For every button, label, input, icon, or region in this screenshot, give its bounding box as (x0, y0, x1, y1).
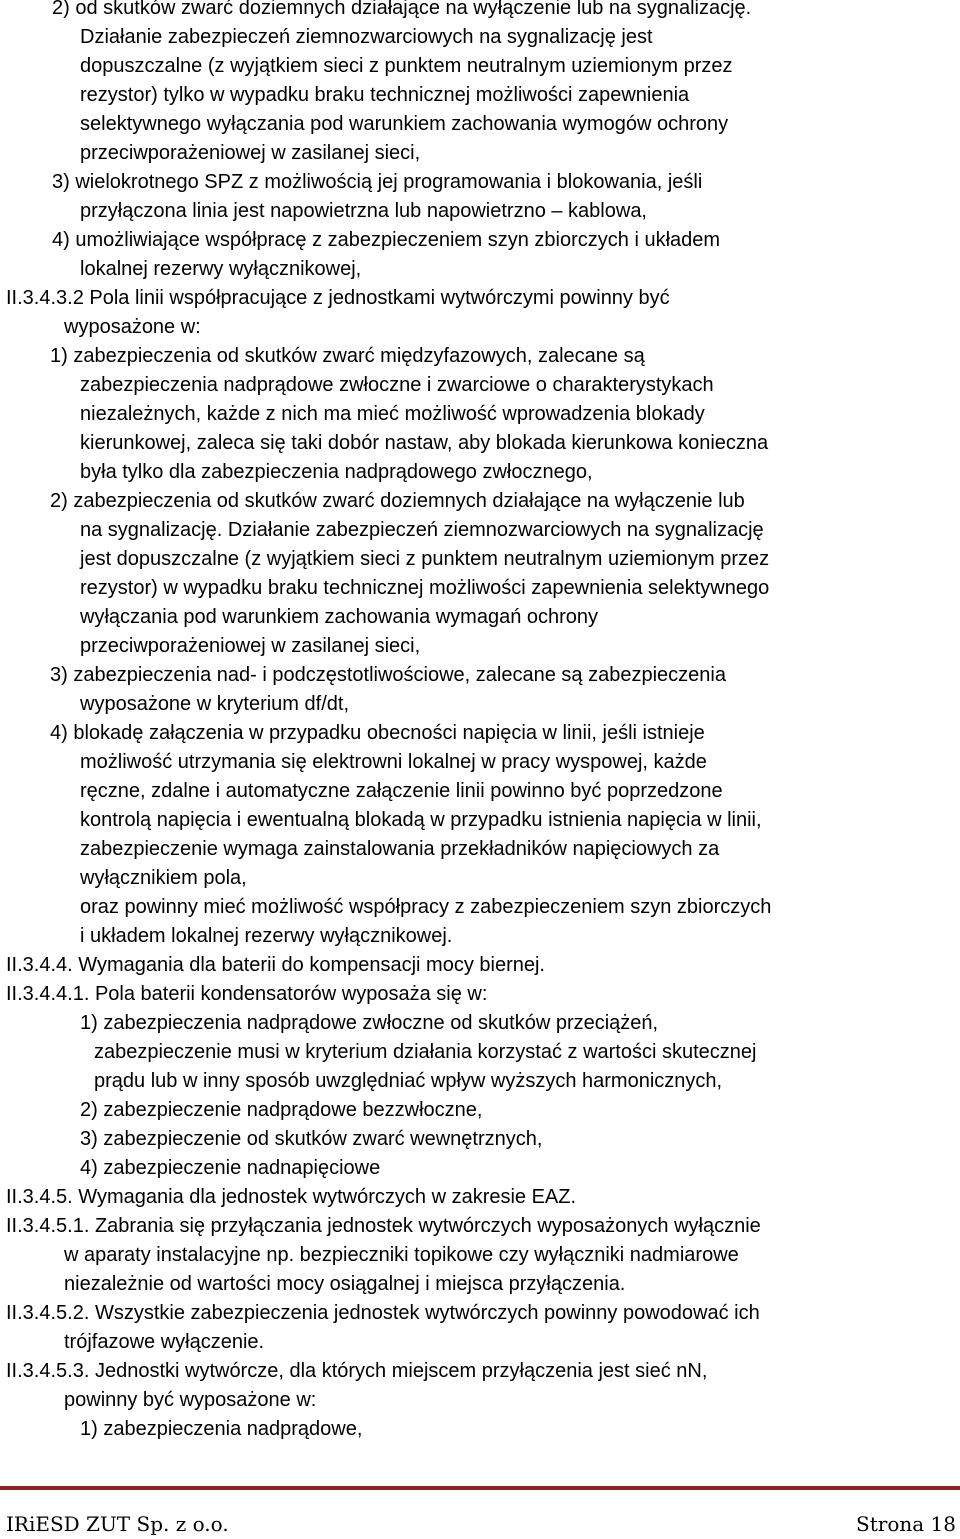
text-line: przeciwporażeniowej w zasilanej sieci, (80, 142, 421, 164)
text-line: ręczne, zdalne i automatyczne załączenie linii powinno być poprzedzone (80, 780, 723, 802)
text-line: wyłącznikiem pola, (80, 867, 247, 889)
text-line: wyłączania pod warunkiem zachowania wymagań ochrony (80, 606, 599, 628)
text-line: prądu lub w inny sposób uwzględniać wpływ wyższych harmonicznych, (94, 1070, 723, 1092)
text-line: oraz powinny mieć możliwość współpracy z zabezpieczeniem szyn zbiorczych (80, 896, 772, 918)
text-line: niezależnie od wartości mocy osiągalnej i miejsca przyłączenia. (64, 1273, 626, 1295)
footer-divider (0, 1486, 960, 1490)
text-line: selektywnego wyłączania pod warunkiem zachowania wymogów ochrony (80, 113, 729, 135)
text-line: 1) zabezpieczenia od skutków zwarć międzyfazowych, zalecane są (50, 345, 645, 367)
section-heading: II.3.4.5. Wymagania dla jednostek wytwórczych w zakresie EAZ. (6, 1186, 577, 1208)
text-line: 4) blokadę załączenia w przypadku obecności napięcia w linii, jeśli istnieje (50, 722, 705, 744)
text-line: kierunkowej, zaleca się taki dobór nastaw, aby blokada kierunkowa konieczna (80, 432, 769, 454)
text-line: i układem lokalnej rezerwy wyłącznikowej. (80, 925, 453, 947)
text-line: 1) zabezpieczenia nadprądowe zwłoczne od skutków przeciążeń, (80, 1012, 659, 1034)
text-line: przyłączona linia jest napowietrzna lub napowietrzno – kablowa, (80, 200, 647, 222)
text-line: przeciwporażeniowej w zasilanej sieci, (80, 635, 421, 657)
section-heading: II.3.4.4.1. Pola baterii kondensatorów wyposaża się w: (6, 983, 488, 1005)
text-line: kontrolą napięcia i ewentualną blokadą w przypadku istnienia napięcia w linii, (80, 809, 762, 831)
text-line: jest dopuszczalne (z wyjątkiem sieci z punktem neutralnym uziemionym przez (80, 548, 770, 570)
text-line: niezależnych, każde z nich ma mieć możliwość wprowadzenia blokady (80, 403, 705, 425)
section-heading: II.3.4.5.1. Zabrania się przyłączania jednostek wytwórczych wyposażonych wyłącznie (6, 1215, 761, 1237)
section-heading: II.3.4.3.2 Pola linii współpracujące z jednostkami wytwórczymi powinny być (6, 287, 670, 309)
text-line: wyposażone w: (64, 316, 201, 338)
text-line: dopuszczalne (z wyjątkiem sieci z punktem neutralnym uziemionym przez (80, 55, 733, 77)
text-line: lokalnej rezerwy wyłącznikowej, (80, 258, 362, 280)
text-line: w aparaty instalacyjne np. bezpieczniki topikowe czy wyłączniki nadmiarowe (64, 1244, 739, 1266)
text-line: wyposażone w kryterium df/dt, (80, 693, 349, 715)
text-line: 3) zabezpieczenie od skutków zwarć wewnętrznych, (80, 1128, 543, 1150)
text-line: 2) zabezpieczenie nadprądowe bezzwłoczne, (80, 1099, 483, 1121)
text-line: zabezpieczenie wymaga zainstalowania przekładników napięciowych za (80, 838, 720, 860)
text-line: 3) wielokrotnego SPZ z możliwością jej programowania i blokowania, jeśli (52, 171, 703, 193)
text-line: możliwość utrzymania się elektrowni lokalnej w pracy wyspowej, każde (80, 751, 707, 773)
section-heading: II.3.4.4. Wymagania dla baterii do kompensacji mocy biernej. (6, 954, 545, 976)
section-heading: II.3.4.5.3. Jednostki wytwórcze, dla których miejscem przyłączenia jest sieć nN, (6, 1360, 708, 1382)
footer-page-number: Strona 18 (856, 1512, 956, 1536)
text-line: zabezpieczenie musi w kryterium działania korzystać z wartości skutecznej (94, 1041, 757, 1063)
text-line: zabezpieczenia nadprądowe zwłoczne i zwarciowe o charakterystykach (80, 374, 714, 396)
footer-company: IRiESD ZUT Sp. z o.o. (6, 1512, 229, 1536)
text-line: 4) zabezpieczenie nadnapięciowe (80, 1157, 381, 1179)
text-line: trójfazowe wyłączenie. (64, 1331, 265, 1353)
text-line: 1) zabezpieczenia nadprądowe, (80, 1418, 363, 1440)
text-line: 2) od skutków zwarć doziemnych działające na wyłączenie lub na sygnalizację. (52, 0, 752, 19)
text-line: 2) zabezpieczenia od skutków zwarć doziemnych działające na wyłączenie lub (50, 490, 745, 512)
text-line: 3) zabezpieczenia nad- i podczęstotliwościowe, zalecane są zabezpieczenia (50, 664, 726, 686)
text-line: była tylko dla zabezpieczenia nadprądowego zwłocznego, (80, 461, 593, 483)
text-line: na sygnalizację. Działanie zabezpieczeń ziemnozwarciowych na sygnalizację (80, 519, 764, 541)
text-line: rezystor) w wypadku braku technicznej możliwości zapewnienia selektywnego (80, 577, 770, 599)
text-line: powinny być wyposażone w: (64, 1389, 317, 1411)
text-line: rezystor) tylko w wypadku braku technicznej możliwości zapewnienia (80, 84, 690, 106)
section-heading: II.3.4.5.2. Wszystkie zabezpieczenia jednostek wytwórczych powinny powodować ich (6, 1302, 760, 1324)
text-line: 4) umożliwiające współpracę z zabezpieczeniem szyn zbiorczych i układem (52, 229, 721, 251)
text-line: Działanie zabezpieczeń ziemnozwarciowych na sygnalizację jest (80, 26, 653, 48)
